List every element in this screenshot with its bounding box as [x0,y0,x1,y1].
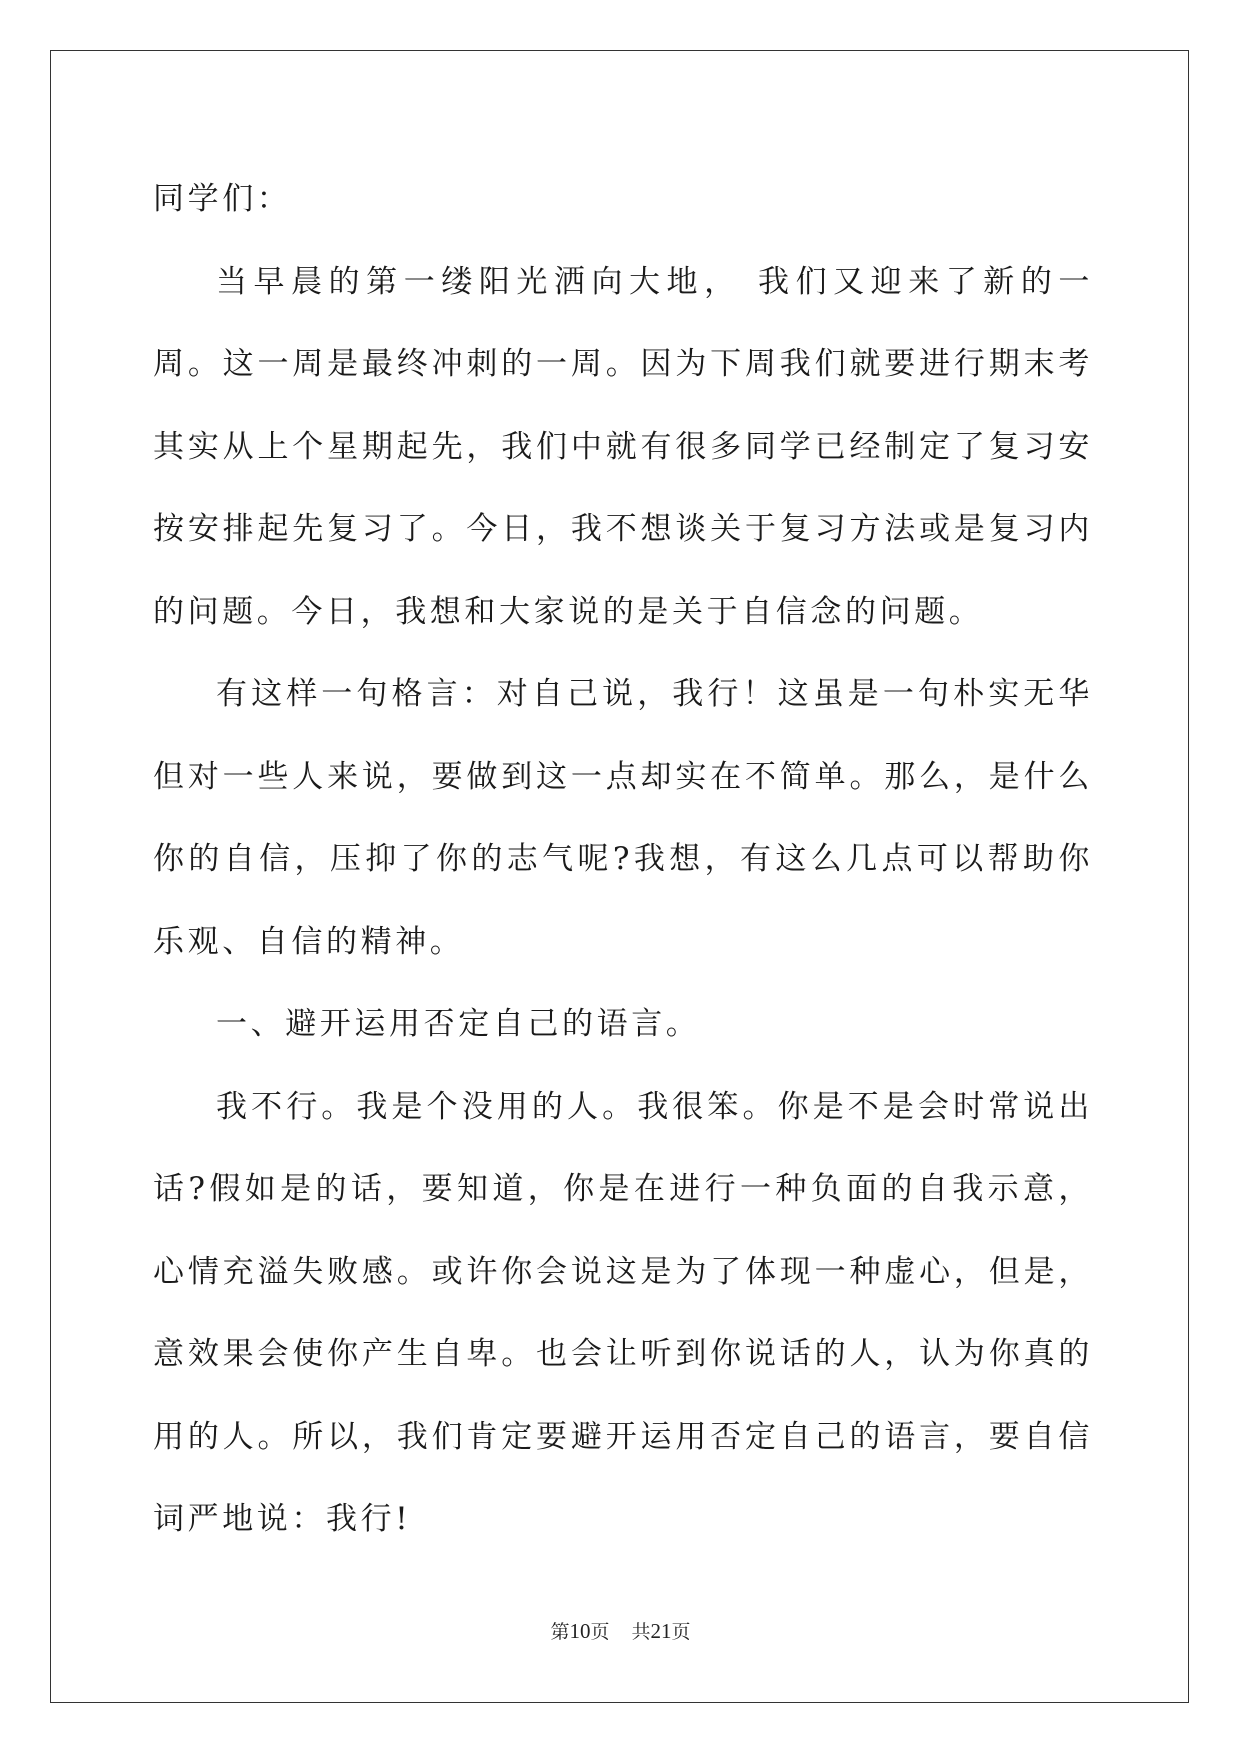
text-line: 我不行。我是个没用的人。我很笨。你是不是会时常说出 [216,1088,1093,1125]
text-line: 词严地说：我行! [153,1501,412,1537]
text-line: 心情充溢失败感。或许你会说这是为了体现一种虚心，但是， [153,1253,1093,1290]
total-suffix: 页 [671,1621,691,1643]
text-line: 按安排起先复习了。今日，我不想谈关于复习方法或是复习内 [153,511,1093,547]
text-line: 意效果会使你产生自卑。也会让听到你说话的人，认为你真的 [153,1336,1093,1372]
text-line: 的问题。今日，我想和大家说的是关于自信念的问题。 [153,593,984,630]
text-line: 其实从上个星期起先，我们中就有很多同学已经制定了复习安 [153,428,1093,465]
text-line: 当早晨的第一缕阳光洒向大地， 我们又迎来了新的一 [216,263,1093,300]
text-line: 你的自信，压抑了你的志气呢?我想，有这么几点可以帮助你 [153,841,1093,877]
total-prefix: 共 [631,1621,651,1643]
page-footer [0,1617,1241,1644]
text-line: 周。这一周是最终冲刺的一周。因为下周我们就要进行期末考 [153,346,1093,382]
text-line: 乐观、自信的精神。 [153,923,465,960]
page-suffix: 页 [590,1621,610,1643]
document-body [153,158,1093,1561]
text-line: 用的人。所以，我们肯定要避开运用否定自己的语言，要自信 [153,1418,1093,1455]
page-prefix: 第 [550,1621,570,1643]
current-page-number: 10 [569,1619,591,1643]
total-page-count: 21 [650,1619,672,1643]
text-line: 但对一些人来说，要做到这一点却实在不简单。那么，是什么 [153,758,1093,795]
text-line: 话?假如是的话，要知道，你是在进行一种负面的自我示意， [153,1171,1093,1207]
text-line: 同学们： [153,181,292,217]
text-line: 一、避开运用否定自己的语言。 [216,1006,701,1042]
text-line: 有这样一句格言：对自己说，我行！这虽是一句朴实无华 [216,676,1093,712]
